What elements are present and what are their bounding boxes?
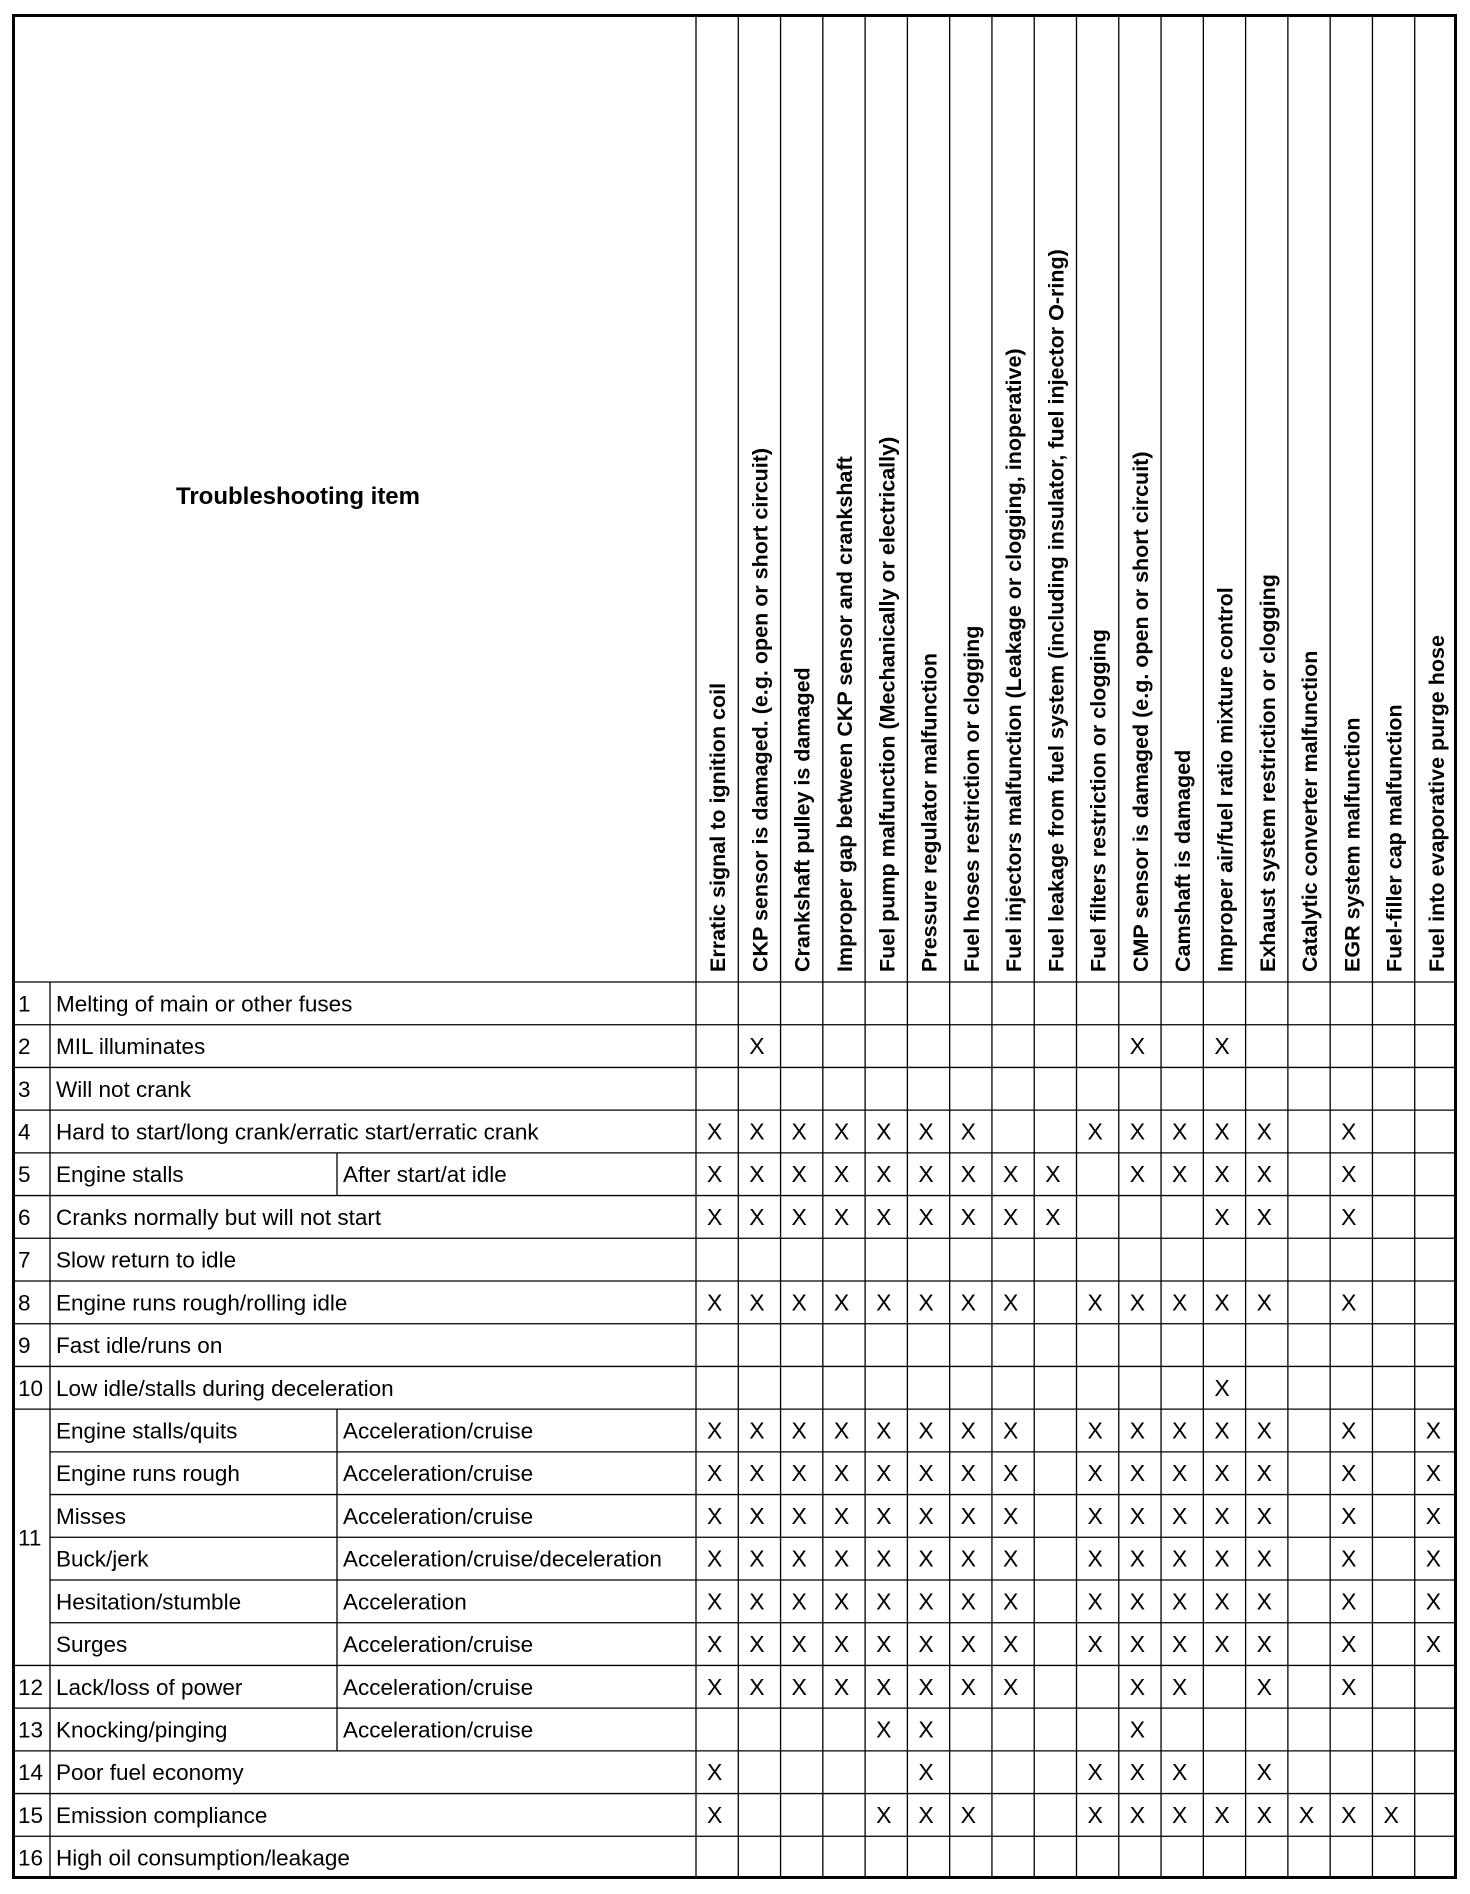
cause-mark-x: X	[791, 1417, 807, 1444]
cause-mark-x: X	[707, 1289, 723, 1316]
row-item: Will not crank	[56, 1076, 192, 1102]
cause-mark-x: X	[833, 1545, 850, 1572]
cause-mark-x: X	[1214, 1801, 1230, 1828]
cause-mark-x: X	[1172, 1588, 1188, 1615]
row-number: 8	[18, 1290, 31, 1316]
cause-mark-x: X	[1129, 1417, 1146, 1444]
cause-mark-x: X	[876, 1161, 892, 1188]
row-item: Engine runs rough/rolling idle	[56, 1290, 348, 1316]
row-item: Misses	[56, 1503, 127, 1529]
cause-mark-x: X	[749, 1161, 765, 1188]
row-number: 6	[18, 1204, 31, 1230]
cause-mark-x: X	[1256, 1801, 1272, 1828]
cause-mark-x: X	[1087, 1759, 1103, 1786]
cause-mark-x: X	[791, 1673, 807, 1700]
cause-mark-x: X	[918, 1716, 934, 1743]
row-item: Emission compliance	[56, 1802, 268, 1828]
cause-mark-x: X	[1172, 1759, 1188, 1786]
cause-mark-x: X	[918, 1801, 934, 1828]
cause-mark-x: X	[1129, 1118, 1146, 1145]
cause-mark-x: X	[1214, 1161, 1230, 1188]
cause-mark-x: X	[749, 1118, 765, 1145]
row-item: Melting of main or other fuses	[56, 991, 353, 1017]
cause-mark-x: X	[1214, 1588, 1230, 1615]
cause-mark-x: X	[707, 1545, 723, 1572]
column-header: Fuel injectors malfunction (Leakage or clogging, inoperative)	[1002, 348, 1027, 972]
row-item: Engine stalls	[56, 1162, 184, 1188]
cause-mark-x: X	[1341, 1203, 1357, 1230]
cause-mark-x: X	[1256, 1118, 1272, 1145]
cause-mark-x: X	[1129, 1033, 1146, 1060]
cause-mark-x: X	[960, 1460, 977, 1487]
cause-mark-x: X	[1256, 1161, 1272, 1188]
cause-mark-x: X	[749, 1502, 765, 1529]
row-number: 15	[18, 1802, 44, 1828]
cause-mark-x: X	[833, 1417, 850, 1444]
row-number: 9	[18, 1333, 31, 1359]
cause-mark-x: X	[1002, 1289, 1019, 1316]
cause-mark-x: X	[876, 1673, 892, 1700]
column-header: CMP sensor is damaged (e.g. open or short circuit)	[1128, 451, 1153, 972]
cause-mark-x: X	[1087, 1289, 1103, 1316]
cause-mark-x: X	[791, 1545, 807, 1572]
cause-mark-x: X	[960, 1545, 977, 1572]
cause-mark-x: X	[876, 1801, 892, 1828]
cause-mark-x: X	[791, 1161, 807, 1188]
cause-mark-x: X	[1214, 1460, 1230, 1487]
row-item: High oil consumption/leakage	[56, 1845, 350, 1871]
row-item: Poor fuel economy	[56, 1760, 244, 1786]
cause-mark-x: X	[1298, 1801, 1315, 1828]
table-rows	[18, 991, 662, 1870]
column-header: Fuel hoses restriction or clogging	[959, 625, 984, 972]
cause-mark-x: X	[918, 1545, 934, 1572]
cause-mark-x: X	[918, 1118, 934, 1145]
row-item: Lack/loss of power	[56, 1674, 243, 1700]
cause-mark-x: X	[1256, 1203, 1272, 1230]
cause-mark-x: X	[1425, 1417, 1442, 1444]
cause-mark-x: X	[1129, 1759, 1146, 1786]
row-item: Engine stalls/quits	[56, 1418, 238, 1444]
cause-mark-x: X	[1002, 1588, 1019, 1615]
column-header: Fuel-filler cap malfunction	[1382, 704, 1407, 972]
cause-mark-x: X	[1341, 1801, 1357, 1828]
column-header: CKP sensor is damaged. (e.g. open or short circuit)	[748, 447, 773, 972]
row-number: 14	[18, 1760, 44, 1786]
cause-mark-x: X	[1214, 1118, 1230, 1145]
cause-mark-x: X	[749, 1289, 765, 1316]
cause-mark-x: X	[1341, 1588, 1357, 1615]
column-header: Pressure regulator malfunction	[917, 653, 942, 972]
cause-mark-x: X	[1172, 1502, 1188, 1529]
row-condition: Acceleration/cruise/deceleration	[343, 1546, 662, 1572]
cause-mark-x: X	[918, 1161, 934, 1188]
cause-mark-x: X	[1214, 1203, 1230, 1230]
cause-mark-x: X	[960, 1673, 977, 1700]
row-condition: Acceleration/cruise	[343, 1717, 534, 1743]
column-header: Erratic signal to ignition coil	[706, 682, 731, 972]
cause-mark-x: X	[1087, 1631, 1103, 1658]
cause-mark-x: X	[833, 1161, 850, 1188]
cause-mark-x: X	[1129, 1716, 1146, 1743]
cause-mark-x: X	[960, 1588, 977, 1615]
cause-mark-x: X	[960, 1118, 977, 1145]
row-item: Low idle/stalls during deceleration	[56, 1375, 394, 1401]
cause-mark-x: X	[1129, 1545, 1146, 1572]
cause-mark-x: X	[1256, 1289, 1272, 1316]
row-item: Slow return to idle	[56, 1247, 237, 1273]
cause-mark-x: X	[1129, 1588, 1146, 1615]
cause-mark-x: X	[1087, 1588, 1103, 1615]
cause-mark-x: X	[1129, 1673, 1146, 1700]
cause-mark-x: X	[876, 1502, 892, 1529]
cause-mark-x: X	[918, 1203, 934, 1230]
cause-mark-x: X	[1172, 1289, 1188, 1316]
column-header: Crankshaft pulley is damaged	[790, 667, 815, 972]
cause-mark-x: X	[1425, 1588, 1442, 1615]
cause-mark-x: X	[1256, 1673, 1272, 1700]
troubleshooting-table	[12, 14, 1457, 1879]
cause-mark-x: X	[1087, 1417, 1103, 1444]
cause-mark-x: X	[749, 1033, 765, 1060]
column-header: Camshaft is damaged	[1171, 749, 1196, 972]
row-item: Hard to start/long crank/erratic start/erratic crank	[56, 1119, 539, 1145]
cause-mark-x: X	[1214, 1417, 1230, 1444]
column-header: Improper air/fuel ratio mixture control	[1213, 587, 1238, 972]
cause-mark-x: X	[791, 1588, 807, 1615]
column-header: Fuel leakage from fuel system (including insulator, fuel injector O-ring)	[1044, 249, 1069, 972]
column-headers	[706, 249, 1449, 972]
row-condition: Acceleration/cruise	[343, 1461, 534, 1487]
cause-mark-x: X	[791, 1289, 807, 1316]
cause-mark-x: X	[1172, 1161, 1188, 1188]
cause-mark-x: X	[707, 1631, 723, 1658]
cause-mark-x: X	[833, 1631, 850, 1658]
row-item: Cranks normally but will not start	[56, 1204, 382, 1230]
cause-mark-x: X	[1087, 1502, 1103, 1529]
column-header: EGR system malfunction	[1340, 717, 1365, 972]
cause-mark-x: X	[707, 1417, 723, 1444]
row-number: 2	[18, 1034, 31, 1060]
row-number: 11	[18, 1525, 42, 1551]
column-header: Exhaust system restriction or clogging	[1255, 574, 1280, 972]
cause-mark-x: X	[1129, 1502, 1146, 1529]
cause-mark-x: X	[876, 1203, 892, 1230]
cause-mark-x: X	[749, 1631, 765, 1658]
cause-mark-x: X	[707, 1801, 723, 1828]
cause-mark-x: X	[1425, 1460, 1442, 1487]
cause-mark-x: X	[1425, 1545, 1442, 1572]
cause-mark-x: X	[918, 1289, 934, 1316]
cause-mark-x: X	[791, 1118, 807, 1145]
cause-mark-x: X	[1256, 1545, 1272, 1572]
cause-mark-x: X	[1129, 1460, 1146, 1487]
cause-mark-x: X	[1087, 1118, 1103, 1145]
row-number: 4	[18, 1119, 31, 1145]
cause-mark-x: X	[1087, 1460, 1103, 1487]
row-condition: Acceleration/cruise	[343, 1674, 534, 1700]
cause-mark-x: X	[1256, 1588, 1272, 1615]
cause-mark-x: X	[833, 1588, 850, 1615]
row-number: 5	[18, 1162, 31, 1188]
cause-mark-x: X	[1002, 1502, 1019, 1529]
cause-mark-x: X	[1002, 1545, 1019, 1572]
cause-mark-x: X	[707, 1759, 723, 1786]
cause-mark-x: X	[833, 1673, 850, 1700]
cause-mark-x: X	[960, 1203, 977, 1230]
row-condition: Acceleration/cruise	[343, 1418, 534, 1444]
cause-mark-x: X	[1172, 1801, 1188, 1828]
cause-mark-x: X	[1341, 1545, 1357, 1572]
row-item: Surges	[56, 1632, 128, 1658]
cause-mark-x: X	[1214, 1631, 1230, 1658]
cause-mark-x: X	[707, 1161, 723, 1188]
cause-mark-x: X	[707, 1203, 723, 1230]
cause-mark-x: X	[960, 1801, 977, 1828]
cause-mark-x: X	[876, 1716, 892, 1743]
cause-mark-x: X	[1214, 1502, 1230, 1529]
cause-mark-x: X	[1341, 1161, 1357, 1188]
cause-mark-x: X	[749, 1460, 765, 1487]
header-title: Troubleshooting item	[176, 483, 420, 510]
cause-mark-x: X	[1214, 1374, 1230, 1401]
cause-mark-x: X	[876, 1460, 892, 1487]
cause-mark-x: X	[1341, 1502, 1357, 1529]
cause-mark-x: X	[1341, 1118, 1357, 1145]
cause-mark-x: X	[876, 1417, 892, 1444]
cause-mark-x: X	[1002, 1631, 1019, 1658]
row-item: Buck/jerk	[56, 1546, 149, 1572]
cause-mark-x: X	[1129, 1289, 1146, 1316]
cause-mark-x: X	[1172, 1417, 1188, 1444]
cause-mark-x: X	[918, 1588, 934, 1615]
cause-mark-x: X	[749, 1417, 765, 1444]
cause-mark-x: X	[1087, 1545, 1103, 1572]
column-header: Fuel into evaporative purge hose	[1424, 635, 1449, 972]
cause-mark-x: X	[833, 1289, 850, 1316]
row-item: Knocking/pinging	[56, 1717, 228, 1743]
cause-mark-x: X	[918, 1759, 934, 1786]
cause-mark-x: X	[918, 1502, 934, 1529]
cause-mark-x: X	[1172, 1631, 1188, 1658]
cause-mark-x: X	[918, 1631, 934, 1658]
cause-mark-x: X	[1129, 1161, 1146, 1188]
cause-mark-x: X	[876, 1631, 892, 1658]
column-header: Fuel filters restriction or clogging	[1086, 629, 1111, 972]
row-number: 13	[18, 1717, 44, 1743]
cause-mark-x: X	[707, 1588, 723, 1615]
cause-mark-x: X	[707, 1118, 723, 1145]
cause-mark-x: X	[749, 1545, 765, 1572]
cause-mark-x: X	[876, 1118, 892, 1145]
cause-mark-x: X	[1087, 1801, 1103, 1828]
cause-mark-x: X	[833, 1203, 850, 1230]
row-item: Engine runs rough	[56, 1461, 240, 1487]
cause-mark-x: X	[791, 1502, 807, 1529]
cause-mark-x: X	[1214, 1289, 1230, 1316]
cause-mark-x: X	[1341, 1417, 1357, 1444]
cause-mark-x: X	[1172, 1460, 1188, 1487]
cause-mark-x: X	[749, 1588, 765, 1615]
cause-mark-x: X	[876, 1545, 892, 1572]
cause-mark-x: X	[1256, 1417, 1272, 1444]
row-item: Fast idle/runs on	[56, 1333, 223, 1359]
row-condition: After start/at idle	[343, 1162, 507, 1188]
cause-mark-x: X	[876, 1289, 892, 1316]
cause-mark-x: X	[960, 1631, 977, 1658]
cause-mark-x: X	[1002, 1203, 1019, 1230]
cause-mark-x: X	[833, 1118, 850, 1145]
cause-mark-x: X	[1256, 1460, 1272, 1487]
cause-mark-x: X	[1341, 1289, 1357, 1316]
cause-mark-x: X	[918, 1673, 934, 1700]
cause-mark-x: X	[1002, 1161, 1019, 1188]
cause-mark-x: X	[1172, 1673, 1188, 1700]
cause-mark-x: X	[1045, 1203, 1061, 1230]
column-header: Catalytic converter malfunction	[1298, 650, 1323, 972]
cause-mark-x: X	[1002, 1417, 1019, 1444]
cause-mark-x: X	[960, 1289, 977, 1316]
column-header: Improper gap between CKP sensor and crankshaft	[832, 456, 857, 972]
cause-mark-x: X	[707, 1460, 723, 1487]
cause-mark-x: X	[1214, 1545, 1230, 1572]
cause-mark-x: X	[1256, 1631, 1272, 1658]
cause-mark-x: X	[1425, 1502, 1442, 1529]
cause-mark-x: X	[1256, 1502, 1272, 1529]
cause-mark-x: X	[1341, 1460, 1357, 1487]
cause-mark-x: X	[876, 1588, 892, 1615]
cause-mark-x: X	[1002, 1460, 1019, 1487]
cause-mark-x: X	[749, 1673, 765, 1700]
cause-mark-x: X	[707, 1673, 723, 1700]
cause-mark-x: X	[1129, 1801, 1146, 1828]
row-condition: Acceleration/cruise	[343, 1632, 534, 1658]
cause-mark-x: X	[960, 1417, 977, 1444]
row-item: Hesitation/stumble	[56, 1589, 242, 1615]
cause-mark-x: X	[749, 1203, 765, 1230]
cause-mark-x: X	[833, 1460, 850, 1487]
cause-mark-x: X	[1383, 1801, 1399, 1828]
cause-mark-x: X	[1045, 1161, 1061, 1188]
cause-mark-x: X	[833, 1502, 850, 1529]
cause-mark-x: X	[1129, 1631, 1146, 1658]
row-condition: Acceleration	[343, 1589, 467, 1615]
cause-mark-x: X	[1341, 1673, 1357, 1700]
cause-mark-x: X	[707, 1502, 723, 1529]
column-header: Fuel pump malfunction (Mechanically or electrically)	[875, 436, 900, 972]
cause-mark-x: X	[960, 1161, 977, 1188]
cause-mark-x: X	[1425, 1631, 1442, 1658]
cause-mark-x: X	[791, 1203, 807, 1230]
row-number: 3	[18, 1076, 31, 1102]
cause-mark-x: X	[918, 1460, 934, 1487]
cause-mark-x: X	[791, 1460, 807, 1487]
cause-mark-x: X	[1172, 1118, 1188, 1145]
row-number: 16	[18, 1845, 44, 1871]
cause-mark-x: X	[1002, 1673, 1019, 1700]
row-number: 1	[18, 991, 31, 1017]
cause-mark-x: X	[1172, 1545, 1188, 1572]
cause-mark-x: X	[791, 1631, 807, 1658]
cause-mark-x: X	[960, 1502, 977, 1529]
row-item: MIL illuminates	[56, 1034, 206, 1060]
cause-mark-x: X	[918, 1417, 934, 1444]
row-number: 10	[18, 1375, 44, 1401]
row-condition: Acceleration/cruise	[343, 1503, 534, 1529]
cause-mark-x: X	[1256, 1759, 1272, 1786]
cause-mark-x: X	[1214, 1033, 1230, 1060]
cause-mark-x: X	[1341, 1631, 1357, 1658]
row-number: 12	[18, 1674, 44, 1700]
row-number: 7	[18, 1247, 31, 1273]
